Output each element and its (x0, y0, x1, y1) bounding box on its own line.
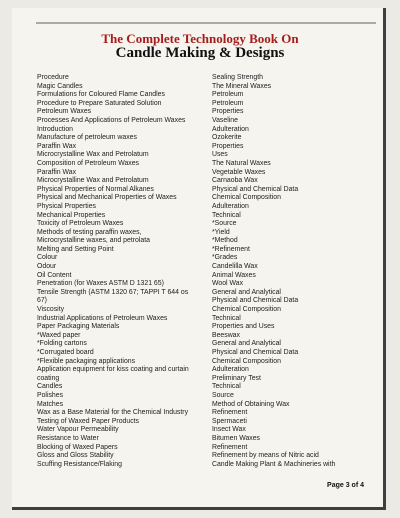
contents-right-column (212, 74, 362, 469)
contents-left-column (37, 74, 205, 469)
contents-entry: Polishes (37, 391, 64, 399)
contents-entry: Beeswax (212, 331, 240, 339)
contents-entry: Candle Making Plant & Machineries with (212, 460, 336, 468)
contents-entry: Scuffing Resistance/Flaking (37, 460, 122, 468)
contents-entry: Ozokerite (212, 134, 242, 142)
header-rule (36, 22, 376, 24)
contents-entry: *Yield (212, 228, 230, 236)
contents-entry: Toxicity of Petroleum Waxes (37, 220, 124, 228)
contents-entry: Viscosity (37, 306, 65, 314)
contents-entry: *Grades (212, 254, 238, 262)
contents-entry: Vegetable Waxes (212, 168, 266, 176)
contents-entry: Processes And Applications of Petroleum Waxes (37, 116, 186, 124)
contents-entry: Petroleum Waxes (37, 108, 92, 116)
contents-entry: Petroleum (212, 99, 244, 107)
contents-entry: *Method (212, 237, 238, 245)
contents-entry: Magic Candles (37, 82, 83, 90)
contents-entry: Methods of testing paraffin waxes, (37, 228, 142, 236)
contents-entry: Carnaoba Wax (212, 177, 258, 185)
contents-entry: Technical (212, 383, 241, 391)
contents-entry: Vaseline (212, 116, 238, 124)
contents-entry: Physical and Chemical Data (212, 185, 299, 193)
contents-entry: Composition of Petroleum Waxes (37, 159, 139, 167)
contents-entry: Technical (212, 314, 241, 322)
contents-entry: Physical and Chemical Data (212, 349, 299, 356)
contents-entry: Odour (37, 263, 57, 271)
contents-entry: *Waxed paper (37, 331, 81, 339)
page-number: Page 3 of 4 (327, 482, 364, 489)
contents-entry: General and Analytical (212, 288, 281, 296)
contents-entry: Microcrystalline Wax and Petrolatum (37, 177, 149, 185)
contents-entry: Chemical Composition (212, 306, 281, 314)
contents-entry: Gloss and Gloss Stability (37, 452, 114, 460)
contents-entry: General and Analytical (212, 340, 281, 348)
contents-entry: Physical and Mechanical Properties of Waxes (37, 194, 177, 202)
contents-entry: *Folding cartons (37, 340, 87, 348)
contents-entry: Properties and Uses (212, 323, 275, 331)
contents-entry: Bitumen Waxes (212, 434, 260, 442)
contents-entry: Physical Properties of Normal Alkanes (37, 185, 154, 193)
book-title-prefix: The Complete Technology Book On (101, 31, 299, 46)
contents-entry: Chemical Composition (212, 357, 281, 365)
contents-entry: Source (212, 391, 234, 399)
contents-entry: Wool Wax (212, 280, 244, 288)
contents-entry: Testing of Waxed Paper Products (37, 417, 140, 425)
contents-entry: Application equipment for kiss coating and curtain (37, 366, 189, 374)
contents-entry: Adulteration (212, 366, 249, 374)
contents-entry: Animal Waxes (212, 271, 256, 279)
contents-entry: Microcrystalline waxes, and petrolata (37, 237, 150, 245)
contents-entry: *Source (212, 220, 237, 228)
contents-entry: Properties (212, 108, 244, 116)
contents-entry: The Natural Waxes (212, 159, 271, 167)
contents-entry: *Corrugated board (37, 349, 94, 356)
contents-entry: Manufacture of petroleum waxes (37, 134, 137, 142)
contents-entry: Candles (37, 383, 63, 391)
book-title: Candle Making & Designs (115, 45, 285, 61)
contents-entry: Method of Obtaining Wax (212, 400, 290, 408)
contents-entry: Physical and Chemical Data (212, 297, 299, 305)
contents-entry: 67) (37, 297, 47, 305)
contents-entry: Physical Properties (37, 202, 96, 210)
contents-entry: Mechanical Properties (37, 211, 106, 219)
contents-entry: Melting and Setting Point (37, 245, 114, 253)
contents-entry: Formulations for Coloured Flame Candles (37, 91, 165, 99)
contents-entry: Candelilla Wax (212, 263, 258, 271)
contents-entry: Oil Content (37, 271, 72, 279)
contents-entry: Water Vapour Permeability (37, 426, 119, 434)
contents-entry: Procedure (37, 74, 69, 81)
contents-entry: Wax as a Base Material for the Chemical Industry (37, 409, 189, 417)
contents-entry: Chemical Composition (212, 194, 281, 202)
contents-entry: Tensile Strength (ASTM 1320 67; TAPPI T 644 os (37, 288, 189, 296)
contents-entry: Sealing Strength (212, 74, 263, 81)
contents-entry: Paraffin Wax (37, 168, 77, 176)
contents-entry: Spermaceti (212, 417, 247, 425)
contents-entry: Matches (37, 400, 64, 408)
contents-entry: Procedure to Prepare Saturated Solution (37, 99, 162, 107)
contents-entry: Microcrystalline Wax and Petrolatum (37, 151, 149, 159)
contents-entry: Properties (212, 142, 244, 150)
contents-entry: Colour (37, 254, 58, 262)
contents-entry: Industrial Applications of Petroleum Waxes (37, 314, 168, 322)
contents-entry: coating (37, 374, 60, 382)
contents-entry: Penetration (for Waxes ASTM D 1321 65) (37, 280, 164, 288)
contents-entry: *Flexible packaging applications (37, 357, 136, 365)
contents-entry: Blocking of Waxed Papers (37, 443, 118, 451)
contents-entry: Introduction (37, 125, 74, 133)
contents-entry: Insect Wax (212, 426, 246, 434)
contents-entry: Adulteration (212, 125, 249, 133)
contents-entry: Paraffin Wax (37, 142, 77, 150)
contents-entry: The Mineral Waxes (212, 82, 272, 90)
contents-entry: Technical (212, 211, 241, 219)
contents-entry: *Refinement (212, 245, 250, 253)
contents-entry: Refinement (212, 409, 248, 417)
contents-entry: Refinement (212, 443, 248, 451)
contents-entry: Paper Packaging Materials (37, 323, 120, 331)
contents-entry: Resistance to Water (37, 434, 99, 442)
contents-entry: Adulteration (212, 202, 249, 210)
contents-entry: Preliminary Test (212, 374, 261, 382)
contents-entry: Refinement by means of Nitric acid (212, 452, 319, 460)
contents-entry: Petroleum (212, 91, 244, 99)
contents-entry: Uses (212, 151, 228, 159)
